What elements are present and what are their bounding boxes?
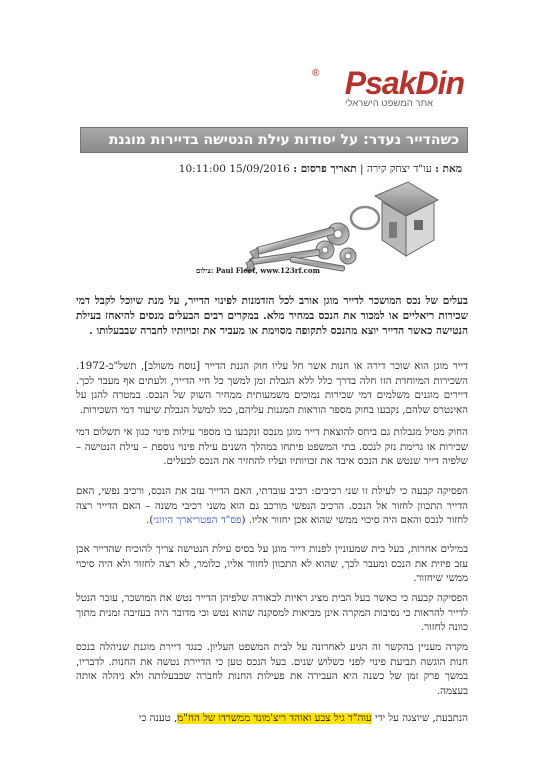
- paren-close: ).: [146, 515, 154, 527]
- from-label: מאת :: [435, 163, 462, 175]
- paren-open: (: [241, 515, 246, 527]
- article-meta: [179, 163, 462, 175]
- article-title-bar: [80, 127, 468, 153]
- paragraph-text: הנתבעת, שיוצגה על ידי: [371, 713, 468, 724]
- case-link[interactable]: פס"ד הפטריארך היווני: [153, 515, 242, 527]
- logo-tagline: אתר המשפט הישראלי: [344, 98, 434, 109]
- site-logo[interactable]: [314, 66, 464, 116]
- article-paragraph: הפסיקה קבעה כי כאשר בעל הבית מציג ראיות לכאורה שלפיהן הדייר נטש את המושכר, עובר הנטל לדייר להראות כי נסיבות המקרה אינן מביאות למסקנה שהוא נטש וכי מדובר היה בעזיבה זמנית מתוך כוונה לחזור.: [76, 593, 468, 634]
- article-lead: בעלים של נכס המושכר לדייר מוגן אורב לכל הזדמנות לפינוי הדייר, על מנת שיוכל לקבל דמי שכירות ריאליים או למכור את הנכס במחיר מלא. במקרים רבים הבעלים מנסים להיאחז בעילת הנטישה כאשר הדייר יוצא מהנכס לתקופה מסוימת או מעביר את זכויותיו לחברה שבבעלותו .: [76, 295, 468, 337]
- paragraph-text: הפסיקה קבעה כי לעילת זו שני רכיבים: רכיב עובדתי, האם הדייר עזב את הנכס, ורכיב נפשי, האם הדייר התכוון לחזור אל הנכס. הרכיב הנפשי מורכב גם הוא משני רכיבי משנה – האם הדייר רצה לחזור לנכס והאם היה סיכוי ממשי שהוא אכן יחזור אליו.: [76, 486, 468, 527]
- article-paragraph: מקרה מעניין בהקשר זה הגיע לאחרונה על לבית המשפט העליון. כנגד דיירת מוגנת שניהלה בנכס חנות הוגשה תביעת פינוי לפני כשלוש שנים. בעל הנכס טען כי הדיירת נטשה את החנות. לדבריו, במשך פרק זמן של כשנה היא העבירה את פעילות החנות לחברה שבבעלותה ולא ניהלה אותה בעצמה.: [76, 642, 468, 697]
- author-name[interactable]: עו"ד יצחק קירה: [366, 163, 432, 175]
- article-paragraph: החוק מטיל מגבלות גם ביחס להוצאת דייר מוגן מנכס ונקבעו בו מספר עילות פינוי כגון אי תשלום דמי שכירות או גרימת נזק לנכס. בתי המשפט פיתחו במהלך השנים עילת פינוי נוספת – עילת הנטישה – שלפיה דייר שנטש את הנכס איבד את זכויותיו ועליו להחזיר את הנכס לבעלים.: [76, 427, 468, 468]
- meta-separator: |: [360, 163, 364, 175]
- article-paragraph: דייר מוגן הוא שוכר דירה או חנות אשר חל עליו חוק הגנת הדייר [נוסח משולב], תשל"ב-1972. השכירות המיוחדת הזו חלה בדרך כלל ללא הגבלת זמן למשך כל חיי הדייר, ולעתים אף מעבר לכך. דיירים מוגנים משלמים דמי שכירות נמוכים משמעותית ממחיר השוק של הנכס. במטרה להגן על האינטרס שלהם, נקבעו בחוק מספר הוראות המגנות עליהם, כמו למשל הגבלת שיעור דמי השכירות.: [76, 361, 468, 416]
- article-title: כשהדייר נעדר: על יסודות עילת הנטישה בדיירות מוגנת: [108, 132, 459, 148]
- registered-mark: ®: [312, 68, 320, 79]
- paragraph-text: , טענה כי: [138, 713, 178, 724]
- article-paragraph: במילים אחרות, בעל בית שמעוניין לפנות דייר מוגן על בסיס עילת הנטישה צריך להוכיח שהדייר אכן עזב פיזית את הנכס ומעבר לכך, שהוא לא התכוון לחזור אליו, כלומר, לא רצה לחזור ולא היה סיכוי ממשי שיחזור.: [76, 544, 468, 585]
- article-paragraph: [76, 485, 468, 529]
- logo-wordmark: PsakDin: [344, 65, 464, 101]
- highlighted-text: עוה"ד גיל צבע ואוהד ריצ'מונד ממשרדו של הח"מ: [177, 713, 372, 724]
- date-label: תאריך פרסום :: [293, 163, 357, 175]
- article-paragraph: [76, 712, 468, 727]
- publish-date: 15/09/2016 10:11:00: [178, 163, 290, 175]
- photo-credit: צילום: Paul Fleet, www.123rf.com: [195, 266, 320, 275]
